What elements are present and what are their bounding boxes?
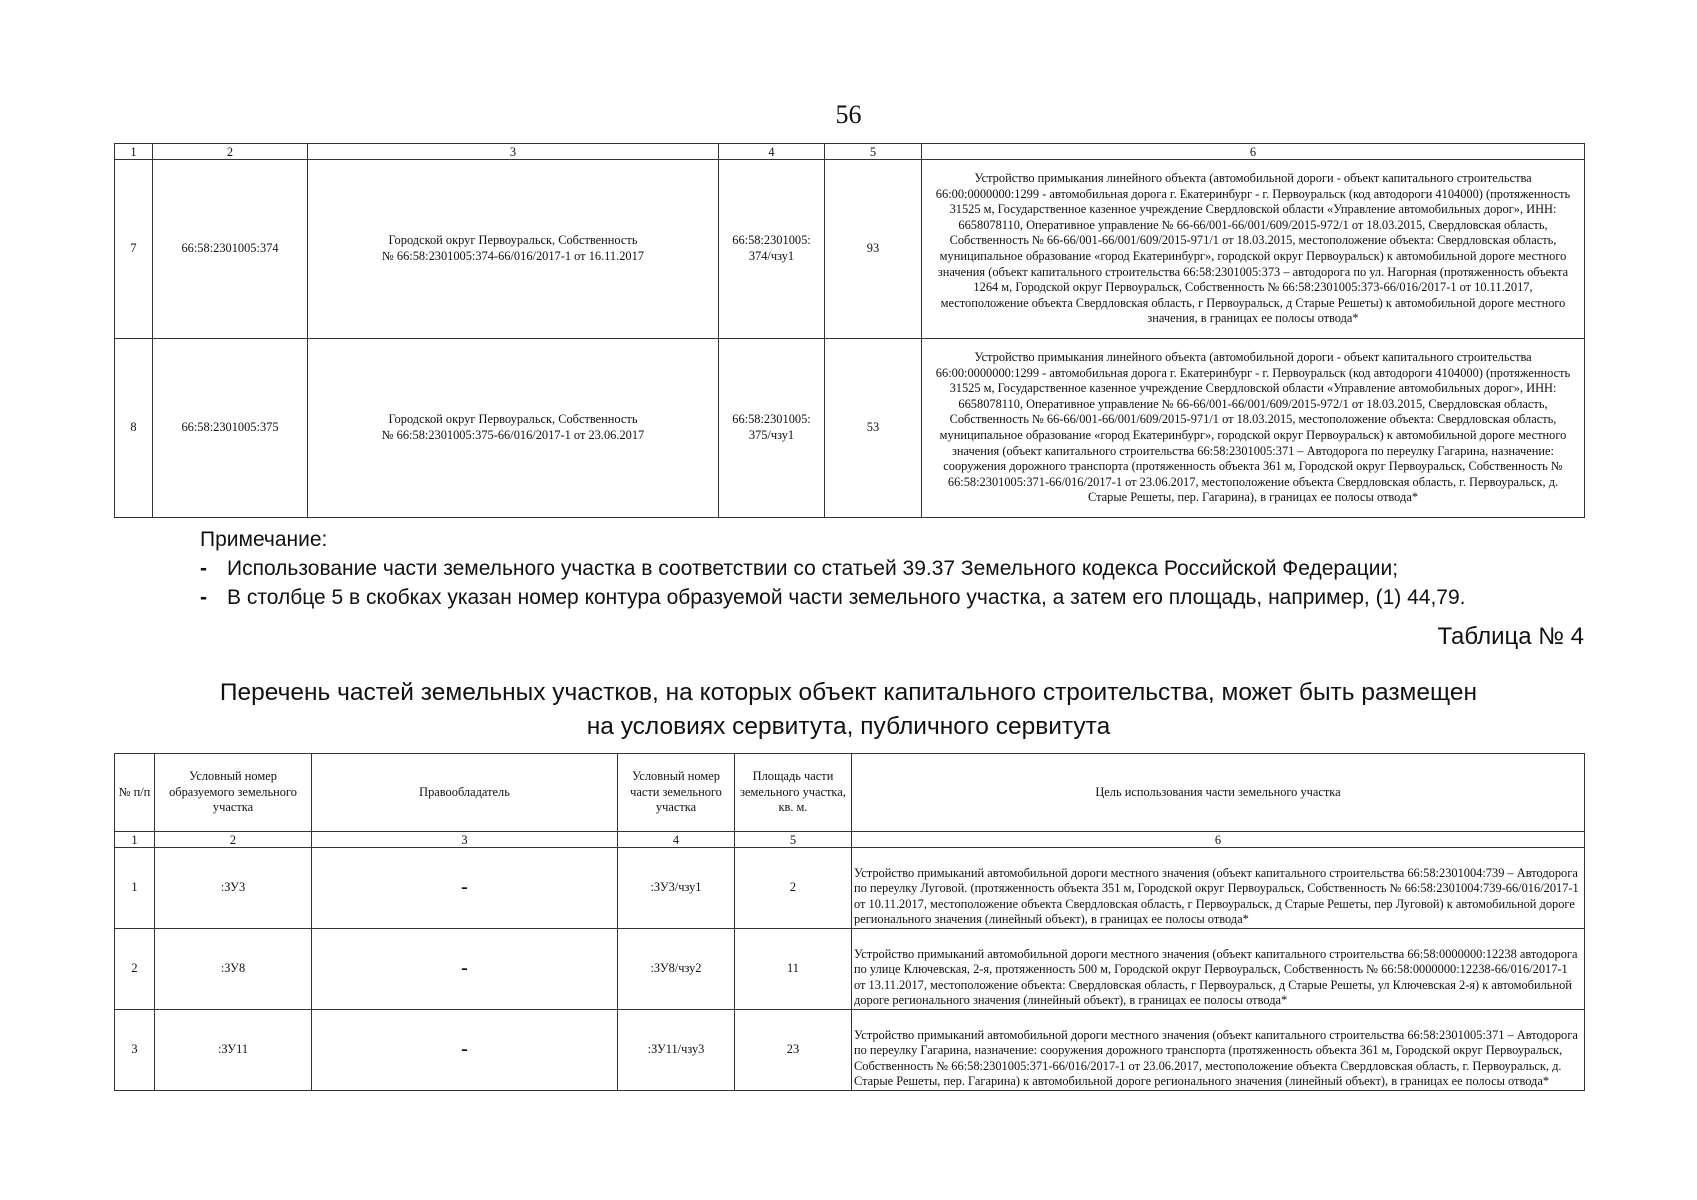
column-number: 6 bbox=[922, 144, 1585, 160]
column-number: 3 bbox=[312, 832, 618, 848]
page-number: 56 bbox=[835, 100, 862, 129]
note-item bbox=[200, 583, 1600, 612]
row-number-cell: 7 bbox=[115, 160, 153, 339]
part-number-line: 374/чзу1 bbox=[748, 249, 795, 263]
part-number-cell bbox=[719, 160, 825, 339]
column-number: 5 bbox=[825, 144, 922, 160]
area-cell: 11 bbox=[735, 929, 852, 1010]
note-dash: - bbox=[200, 557, 207, 580]
part-number-cell: :ЗУ8/чзу2 bbox=[618, 929, 735, 1010]
header-area: Площадь части земельного участка, кв. м. bbox=[735, 754, 852, 832]
part-number-cell: :ЗУ3/чзу1 bbox=[618, 848, 735, 929]
purpose-cell: Устройство примыканий автомобильной дороги местного значения (объект капитального строительства 66:58:0000000:12238 автодорога по улице Ключевская, 2-я, протяженность 500 м, Городской округ Первоуральск, Собственность № 66:58:0000000:12238-66/016/2017-1 от 13.11.2017, местоположение объекта: Свердловская область, г Первоуральск, д Старые Решеты, ул Ключевская 2-я) к автомобильной дороге регионального значения (линейный объект), в границах ее полосы отвода* bbox=[852, 929, 1585, 1010]
servitude-parts-table bbox=[114, 753, 1585, 1091]
table-row bbox=[115, 929, 1585, 1010]
owner-line: Городской округ Первоуральск, Собственность bbox=[388, 412, 638, 427]
column-number-row bbox=[115, 144, 1585, 160]
notes-block bbox=[200, 525, 1600, 612]
plot-cell: :ЗУ3 bbox=[155, 848, 312, 929]
column-number-row bbox=[115, 832, 1585, 848]
section-title bbox=[0, 676, 1697, 744]
header-purpose: Цель использования части земельного участка bbox=[852, 754, 1585, 832]
column-number: 1 bbox=[115, 144, 153, 160]
owner-cell bbox=[308, 160, 719, 339]
row-number-cell: 3 bbox=[115, 1010, 155, 1091]
part-number-line: 66:58:2301005: bbox=[732, 233, 811, 248]
note-dash: - bbox=[200, 586, 207, 609]
part-number-cell bbox=[719, 339, 825, 518]
purpose-cell: Устройство примыканий автомобильной дороги местного значения (объект капитального строительства 66:58:2301005:371 – Автодорога по переулку Гагарина, назначение: сооружения дорожного транспорта (протяженность объекта 361 м, Городской округ Первоуральск, Собственность № 66:58:2301005:371-66/016/2017-1 от 23.06.2017, местоположение объекта Свердловская область, г. Первоуральск, д. Старые Решеты, пер. Гагарина) к автомобильной дороге регионального значения (линейный объект), в границах ее полосы отвода* bbox=[852, 1010, 1585, 1091]
cadastral-number-cell: 66:58:2301005:375 bbox=[153, 339, 308, 518]
part-number-line: 66:58:2301005: bbox=[732, 412, 811, 427]
purpose-cell: Устройство примыкания линейного объекта (автомобильной дороги - объект капитального строительства 66:00:0000000:1299 - автомобильная дорога г. Екатеринбург - г. Первоуральск (код автодороги 4104000) (протяженность 31525 м, Государственное казенное учреждение Свердловской области «Управление автомобильных дорог», ИНН: 6658078110, Оперативное управление № 66-66/001-66/001/609/2015-972/1 от 18.03.2015, Свердловская область, Собственность № 66-66/001-66/001/609/2015-971/1 от 18.03.2015, местоположение объекта: Свердловская область, муниципальное образование «город Екатеринбург», городской округ Первоуральск) к автомобильной дороге местного значения (объект капитального строительства 66:58:2301005:373 – автодорога по ул. Нагорная (протяженность объекта 1264 м, Городской округ Первоуральск, Собственность № 66:58:2301005:373-66/016/2017-1 от 10.11.2017, местоположение объекта Свердловская область, г Первоуральск, д Старые Решеты) к автомобильной дороге местного значения, в границах ее полосы отвода* bbox=[922, 160, 1585, 339]
area-cell: 53 bbox=[825, 339, 922, 518]
area-cell: 23 bbox=[735, 1010, 852, 1091]
header-part: Условный номер части земельного участка bbox=[618, 754, 735, 832]
plot-cell: :ЗУ8 bbox=[155, 929, 312, 1010]
row-number-cell: 8 bbox=[115, 339, 153, 518]
column-number: 6 bbox=[852, 832, 1585, 848]
owner-line: № 66:58:2301005:375-66/016/2017-1 от 23.06.2017 bbox=[381, 428, 645, 442]
purpose-cell: Устройство примыканий автомобильной дороги местного значения (объект капитального строительства 66:58:2301004:739 – Автодорога по переулку Луговой. (протяженность объекта 351 м, Городской округ Первоуральск, Собственность № 66:58:2301004:739-66/016/2017-1 от 10.11.2017, местоположение объекта Свердловская область, г Первоуральск, д Старые Решеты, пер Луговой) к автомобильной дороге регионального значения (линейный объект), в границах ее полосы отвода* bbox=[852, 848, 1585, 929]
row-number-cell: 2 bbox=[115, 929, 155, 1010]
plot-cell: :ЗУ11 bbox=[155, 1010, 312, 1091]
section-title-line: на условиях сервитута, публичного сервитута bbox=[586, 713, 1111, 740]
header-plot: Условный номер образуемого земельного участка bbox=[155, 754, 312, 832]
owner-cell: - bbox=[312, 848, 618, 929]
continued-land-parts-table bbox=[114, 143, 1585, 518]
column-number: 2 bbox=[155, 832, 312, 848]
owner-cell: - bbox=[312, 929, 618, 1010]
note-text: В столбце 5 в скобках указан номер контура образуемой части земельного участка, а затем его площадь, например, (1) 44,79. bbox=[227, 586, 1466, 609]
table-row bbox=[115, 160, 1585, 339]
part-number-line: 375/чзу1 bbox=[748, 428, 795, 442]
column-number: 1 bbox=[115, 832, 155, 848]
owner-line: Городской округ Первоуральск, Собственность bbox=[388, 233, 638, 248]
owner-cell: - bbox=[312, 1010, 618, 1091]
note-text: Использование части земельного участка в соответствии со статьей 39.37 Земельного кодекса Российской Федерации; bbox=[227, 557, 1399, 580]
table-row bbox=[115, 339, 1585, 518]
purpose-cell: Устройство примыкания линейного объекта (автомобильной дороги - объект капитального строительства 66:00:0000000:1299 - автомобильная дорога г. Екатеринбург - г. Первоуральск (код автодороги 4104000) (протяженность 31525 м, Государственное казенное учреждение Свердловской области «Управление автомобильных дорог», ИНН: 6658078110, Оперативное управление № 66-66/001-66/001/609/2015-972/1 от 18.03.2015, Свердловская область, Собственность № 66-66/001-66/001/609/2015-971/1 от 18.03.2015, местоположение объекта: Свердловская область, муниципальное образование «город Екатеринбург», городской округ Первоуральск) к автомобильной дороге местного значения (объект капитального строительства 66:58:2301005:371 – Автодорога по переулку Гагарина, назначение: сооружения дорожного транспорта (протяженность объекта 361 м, Городской округ Первоуральск, Собственность № 66:58:2301005:371-66/016/2017-1 от 23.06.2017, местоположение объекта Свердловская область, г. Первоуральск, д. Старые Решеты, пер. Гагарина), в границах ее полосы отвода* bbox=[922, 339, 1585, 518]
part-number-cell: :ЗУ11/чзу3 bbox=[618, 1010, 735, 1091]
column-number: 3 bbox=[308, 144, 719, 160]
table-number-label: Таблица № 4 bbox=[1437, 623, 1584, 650]
row-number-cell: 1 bbox=[115, 848, 155, 929]
area-cell: 93 bbox=[825, 160, 922, 339]
notes-title: Примечание: bbox=[200, 528, 328, 551]
column-number: 2 bbox=[153, 144, 308, 160]
header-row bbox=[115, 754, 1585, 832]
column-number: 5 bbox=[735, 832, 852, 848]
owner-line: № 66:58:2301005:374-66/016/2017-1 от 16.11.2017 bbox=[381, 249, 644, 263]
area-cell: 2 bbox=[735, 848, 852, 929]
owner-cell bbox=[308, 339, 719, 518]
header-num: № п/п bbox=[115, 754, 155, 832]
column-number: 4 bbox=[719, 144, 825, 160]
table-row bbox=[115, 1010, 1585, 1091]
section-title-line: Перечень частей земельных участков, на которых объект капитального строительства, может быть размещен bbox=[219, 679, 1478, 706]
note-item bbox=[200, 554, 1600, 583]
column-number: 4 bbox=[618, 832, 735, 848]
cadastral-number-cell: 66:58:2301005:374 bbox=[153, 160, 308, 339]
header-owner: Правообладатель bbox=[312, 754, 618, 832]
table-row bbox=[115, 848, 1585, 929]
